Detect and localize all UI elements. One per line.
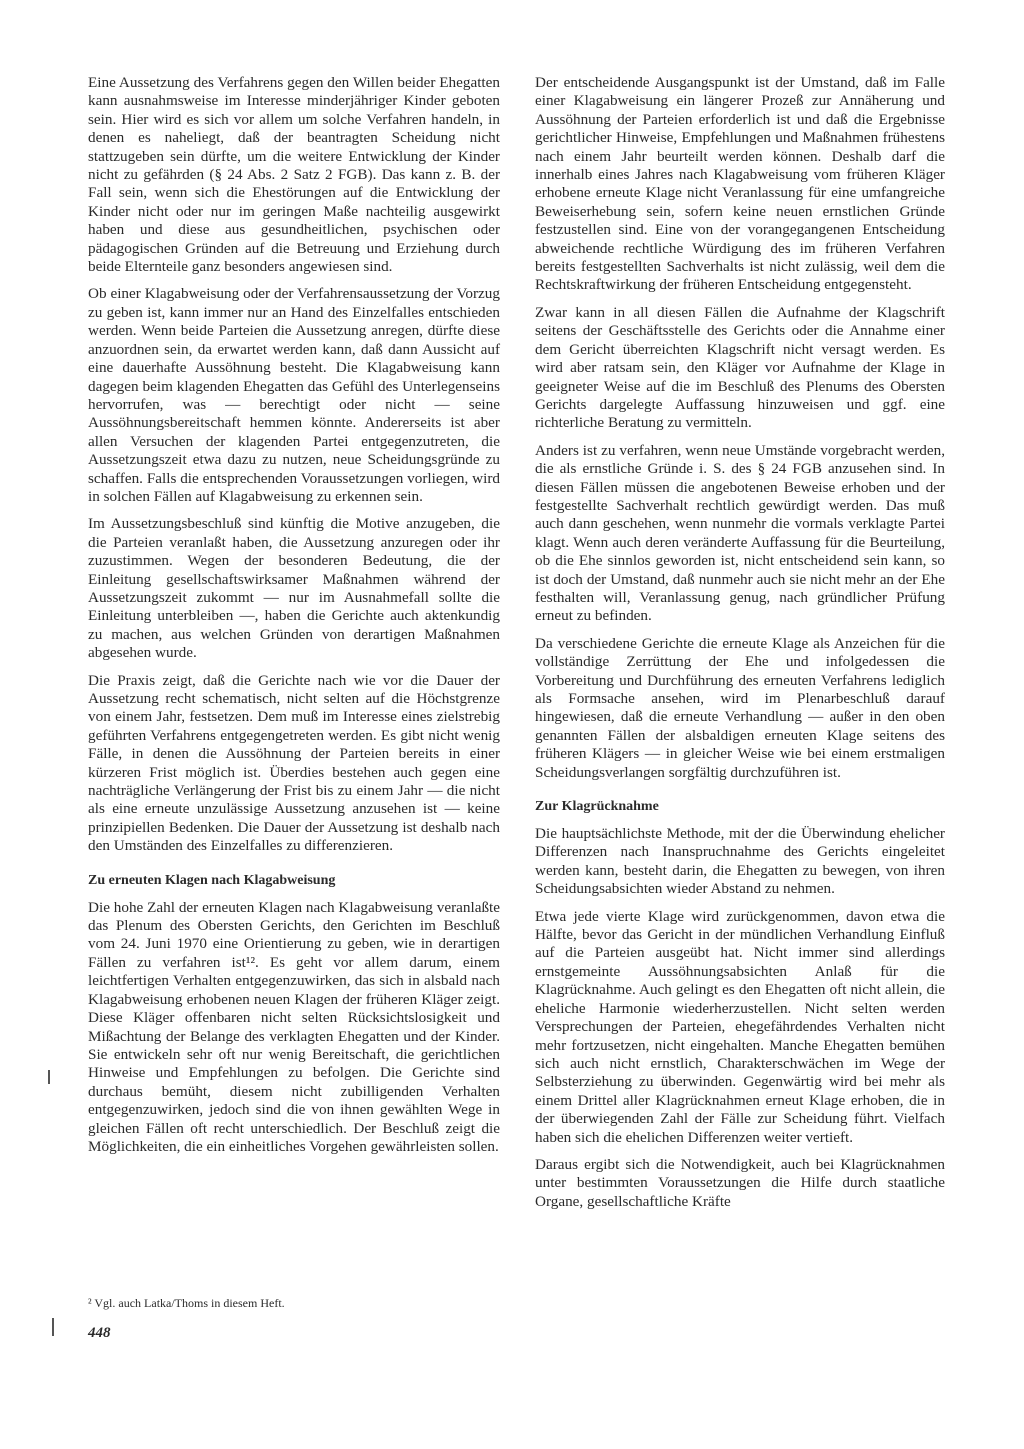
paragraph: Eine Aussetzung des Verfahrens gegen den Willen beider Ehegatten kann ausnahmsweise im Interesse minderjähriger Kinder geboten sein. Hier wird es sich vor allem um solche Verfahren handeln, in denen es naheliegt, daß der beantragten Scheidung nicht stattzugeben sein dürfte, um die weitere Entwicklung der Kinder nicht zu gefährden (§ 24 Abs. 2 Satz 2 FGB). Das kann z. B. der Fall sein, wenn sich die Ehestörungen auf die Entwicklung der Kinder nicht oder nur im geringen Maße nachteilig ausgewirkt haben und diese aus gesundheitlichen, psychischen oder pädagogischen Gründen auf die Betreuung und Erziehung durch beide Elternteile ganz besonders angewiesen sind. [88, 74, 500, 276]
paragraph: Etwa jede vierte Klage wird zurückgenommen, davon etwa die Hälfte, bevor das Gericht in der mündlichen Verhandlung Einfluß auf die Parteien ausgeübt hat. Nicht immer sind allerdings ernstgemeinte Aussöhnungsabsichten Anlaß für die Klagrücknahme. Auch gelingt es den Ehegatten oft nicht allein, die eheliche Harmonie wiederherzustellen. Nicht selten werden Versprechungen der Parteien, ehegefährdendes Verhalten nicht mehr fortzusetzen, nicht eingehalten. Manche Ehegatten bemühen sich auch nicht ernstlich, Charakterschwächen im Wege der Selbsterziehung zu überwinden. Gegenwärtig wird bei mehr als einem Drittel aller Klagrücknahmen erneut Klage erhoben, die in der überwiegenden Zahl der Fälle zur Scheidung führt. Vielfach haben sich die ehelichen Differenzen weiter vertieft. [535, 907, 945, 1146]
section-heading: Zur Klagrücknahme [535, 799, 659, 815]
paragraph: Die hohe Zahl der erneuten Klagen nach Klagabweisung veranlaßte das Plenum des Obersten Gerichts, den Gerichten im Beschluß vom 24. Juni 1970 eine Orientierung zu geben, wie in derartigen Fällen zu verfahren ist¹². Es geht vor allem darum, einem leichtfertigen Verhalten entgegenzuwirken, das sich in alsbald nach Klagabweisung erhobenen neuen Klagen der früheren Kläger zeigt. Diese Kläger offenbaren nicht selten Rücksichtslosigkeit und Mißachtung der Belange des verklagten Ehegatten und der Kinder. Sie entwickeln sehr oft nur wenig Bereitschaft, die gerichtlichen Hinweise und Empfehlungen zu befolgen. Die Gerichte sind durchaus bemüht, diesem nicht zubilligenden Verhalten entgegenzuwirken, jedoch sind die von ihnen gewählten Wege in gleichen Fällen oft recht unterschiedlich. Der Beschluß zeigt die Möglichkeiten, die ein einheitliches Vorgehen gewährleisten sollen. [88, 898, 500, 1155]
paragraph: Anders ist zu verfahren, wenn neue Umstände vorgebracht werden, die als ernstliche Gründe i. S. des § 24 FGB anzusehen sind. In diesen Fällen müssen die angebotenen Beweise erhoben und der festgestellte Sachverhalt rechtlich gewürdigt werden. Das muß auch dann geschehen, wenn nunmehr die vormals verklagte Partei klagt. Wenn auch deren veränderte Auffassung für die Beurteilung, ob die Ehe sinnlos geworden ist, nicht entscheidend sein kann, so ist doch der Umstand, daß nunmehr auch sie nicht mehr an der Ehe festhalten will, Veranlassung genug, nach gründlicher Prüfung erneut zu befinden. [535, 441, 945, 625]
paragraph: Zwar kann in all diesen Fällen die Aufnahme der Klagschrift seitens der Geschäftsstelle des Gerichts oder die Annahme einer dem Gericht überreichten Klagschrift nicht versagt werden. Es wird aber ratsam sein, den Kläger vor Aufnahme der Klage in geeigneter Weise auf die im Beschluß des Plenums des Obersten Gerichts dargelegte Auffassung hinzuweisen und ggf. eine richterliche Beratung zu vermitteln. [535, 303, 945, 432]
section-heading: Zu erneuten Klagen nach Klagabweisung [88, 872, 336, 888]
right-column [535, 74, 945, 1220]
paragraph: Die hauptsächlichste Methode, mit der die Überwindung ehelicher Differenzen nach Inanspruchnahme des Gerichts eingeleitet werden kann, besteht darin, die Ehegatten zu bewegen, von ihren Scheidungsabsichten wieder Abstand zu nehmen. [535, 825, 945, 898]
margin-mark [48, 1070, 50, 1084]
paragraph: Im Aussetzungsbeschluß sind künftig die Motive anzugeben, die die Parteien veranlaßt haben, die Aussetzung anzuregen oder ihr zuzustimmen. Wegen der besonderen Bedeutung, die der Einleitung gesellschaftswirksamer Maßnahmen während der Aussetzungszeit zukommt — nur im Ausnahmefall sollte die Einleitung unterbleiben —, haben die Gerichte auch aktenkundig zu machen, aus welchen Gründen von derartigen Maßnahmen abgesehen wurde. [88, 515, 500, 662]
paragraph: Daraus ergibt sich die Notwendigkeit, auch bei Klagrücknahmen unter bestimmten Voraussetzungen die Hilfe durch staatliche Organe, gesellschaftliche Kräfte [535, 1155, 945, 1210]
page-number: 448 [88, 1325, 111, 1341]
left-column [88, 74, 500, 1165]
paragraph: Der entscheidende Ausgangspunkt ist der Umstand, daß im Falle einer Klagabweisung ein längerer Prozeß zur Annäherung und Aussöhnung der Parteien erforderlich ist und daß die Ergebnisse gerichtlicher Hinweise, Empfehlungen und Maßnahmen frühestens nach einem Jahr beurteilt werden können. Deshalb darf die innerhalb eines Jahres nach Klagabweisung vom früheren Kläger erhobene erneute Klage nicht Veranlassung für eine umfangreiche Beweiserhebung sein, sofern keine neuen ernstlichen Gründe festzustellen sind. Eine von der vorangegangenen Entscheidung abweichende rechtliche Würdigung des im früheren Verfahren bereits festgestellten Sachverhalts ist nicht zulässig, weil dem die Rechtskraftwirkung der früheren Entscheidung entgegensteht. [535, 74, 945, 294]
margin-mark [52, 1318, 54, 1336]
paragraph: Ob einer Klagabweisung oder der Verfahrensaussetzung der Vorzug zu geben ist, kann immer nur an Hand des Einzelfalles entschieden werden. Wenn beide Parteien die Aussetzung anregen, dürfte diese anzuordnen sein, da erwartet werden kann, daß dann Aussicht auf eine dauerhafte Aussöhnung besteht. Die Klagabweisung kann dagegen beim klagenden Ehegatten das Gefühl des Unterlegenseins hervorrufen, was — berechtigt oder nicht — seine Aussöhnungsbereitschaft hemmen könnte. Andererseits ist aber allen Versuchen der klagenden Partei entgegenzutreten, die Aussetzungszeit etwa dazu zu nutzen, neue Scheidungsgründe zu schaffen. Falls die entsprechenden Voraussetzungen vorliegen, wird in solchen Fällen auf Klagabweisung zu erkennen sein. [88, 285, 500, 505]
paragraph: Die Praxis zeigt, daß die Gerichte nach wie vor die Dauer der Aussetzung recht schematisch, nicht selten auf die Höchstgrenze von einem Jahr, festsetzen. Dem muß im Interesse eines zielstrebig geführten Verfahrens entgegengetreten werden. Es gibt nicht wenig Fälle, in denen die Aussöhnung der Parteien bereits in einer kürzeren Frist möglich ist. Überdies bestehen auch gegen eine nachträgliche Verlängerung der Frist bis zu einem Jahr — die nicht als eine erneute unzulässige Aussetzung anzusehen ist — keine prinzipiellen Bedenken. Die Dauer der Aussetzung ist deshalb nach den Umständen des Einzelfalles zu differenzieren. [88, 671, 500, 855]
paragraph: Da verschiedene Gerichte die erneute Klage als Anzeichen für die vollständige Zerrüttung der Ehe und infolgedessen die Vorbereitung und Durchführung des erneuten Verfahrens lediglich als Formsache ansehen, wird im Plenarbeschluß darauf hingewiesen, daß die erneute Verhandlung — außer in den oben genannten Fällen der alsbaldigen erneuten Klage seitens des früheren Klägers — in gleicher Weise wie bei einem erstmaligen Scheidungsverlangen sorgfältig durchzuführen ist. [535, 634, 945, 781]
footnote: ² Vgl. auch Latka/Thoms in diesem Heft. [88, 1296, 285, 1310]
